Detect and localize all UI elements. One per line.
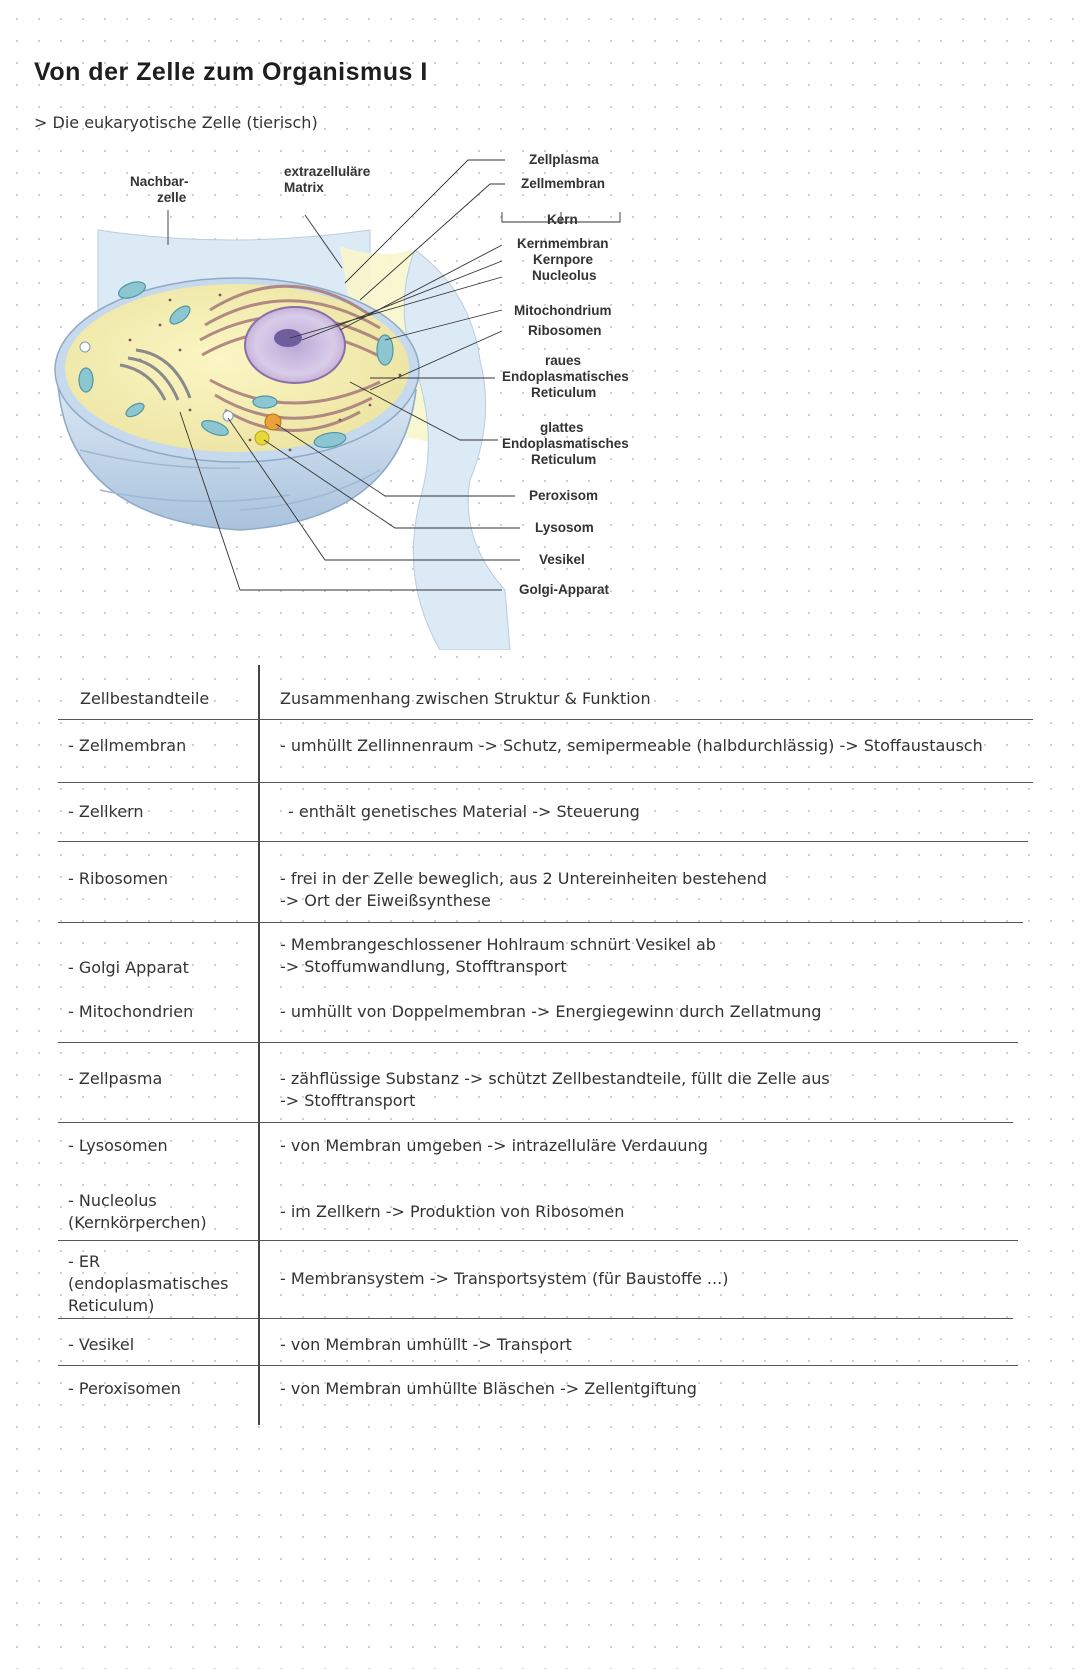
table-row-desc: - zähflüssige Substanz -> schützt Zellbestandteile, füllt die Zelle aus — [280, 1069, 830, 1088]
table-row-desc: - umhüllt Zellinnenraum -> Schutz, semipermeable (halbdurchlässig) -> Stoffaustausch — [280, 736, 983, 755]
table-row-name: - Zellmembran — [68, 736, 187, 755]
table-row-name: - Zellpasma — [68, 1069, 163, 1088]
label-raues-2: Endoplasmatisches — [502, 369, 629, 384]
label-kernmembran: Kernmembran — [517, 236, 609, 251]
table-row-name: - Nucleolus — [68, 1191, 157, 1210]
table-row-desc: - umhüllt von Doppelmembran -> Energiegewinn durch Zellatmung — [280, 1002, 822, 1021]
label-matrix-1: extrazelluläre — [284, 164, 371, 179]
label-kern: Kern — [547, 212, 578, 227]
table-row-desc: - enthält genetisches Material -> Steuerung — [288, 802, 640, 821]
label-glattes-1: glattes — [540, 420, 584, 435]
table-row-name: - Peroxisomen — [68, 1379, 181, 1398]
table-row-desc: - Membrangeschlossener Hohlraum schnürt Vesikel ab — [280, 935, 716, 954]
table-row-name: Reticulum) — [68, 1296, 155, 1315]
table-divider — [58, 1318, 1013, 1319]
label-matrix-2: Matrix — [284, 180, 324, 195]
table-divider — [58, 782, 1033, 783]
table-row-desc: - von Membran umhüllt -> Transport — [280, 1335, 572, 1354]
table-divider — [58, 1240, 1018, 1241]
table-row-name: - Mitochondrien — [68, 1002, 194, 1021]
table-row-name: - Zellkern — [68, 802, 144, 821]
label-golgi: Golgi-Apparat — [519, 582, 609, 597]
table-row-desc: - im Zellkern -> Produktion von Ribosomen — [280, 1202, 625, 1221]
label-zellmembran: Zellmembran — [521, 176, 606, 191]
table-row-desc: - von Membran umhüllte Bläschen -> Zellentgiftung — [280, 1379, 697, 1398]
table-row-desc: -> Stofftransport — [280, 1091, 416, 1110]
table-row-name: - Lysosomen — [68, 1136, 168, 1155]
label-nachbarzelle-1: Nachbar- — [130, 174, 189, 189]
page-subtitle: > Die eukaryotische Zelle (tierisch) — [34, 113, 318, 132]
table-row-name: - Golgi Apparat — [68, 958, 189, 977]
table-row-desc: - Membransystem -> Transportsystem (für Baustoffe ...) — [280, 1269, 729, 1288]
table-row-name: (Kernkörperchen) — [68, 1213, 207, 1232]
table-row-desc: -> Ort der Eiweißsynthese — [280, 891, 491, 910]
label-vesikel: Vesikel — [539, 552, 585, 567]
label-ribosomen: Ribosomen — [528, 323, 602, 338]
table-divider — [58, 1122, 1013, 1123]
table-row-name: - ER — [68, 1252, 101, 1271]
label-raues-1: raues — [545, 353, 582, 368]
label-peroxisom: Peroxisom — [529, 488, 599, 503]
table-row-desc: - von Membran umgeben -> intrazelluläre Verdauung — [280, 1136, 708, 1155]
table-header-col2: Zusammenhang zwischen Struktur & Funktion — [280, 689, 651, 708]
table-row-name: - Ribosomen — [68, 869, 169, 888]
label-zellplasma: Zellplasma — [529, 152, 599, 167]
table-row-name: - Vesikel — [68, 1335, 135, 1354]
label-raues-3: Reticulum — [531, 385, 597, 400]
label-lysosom: Lysosom — [535, 520, 594, 535]
table-divider — [58, 922, 1023, 923]
table-header-col1: Zellbestandteile — [80, 689, 210, 708]
table-row-desc: -> Stoffumwandlung, Stofftransport — [280, 957, 567, 976]
label-kernpore: Kernpore — [533, 252, 594, 267]
page-title: Von der Zelle zum Organismus I — [34, 58, 428, 86]
label-nucleolus: Nucleolus — [532, 268, 597, 283]
table-row-name: (endoplasmatisches — [68, 1274, 229, 1293]
table-divider — [58, 841, 1028, 842]
label-glattes-2: Endoplasmatisches — [502, 436, 629, 451]
table-column-divider — [258, 665, 260, 1425]
table-divider — [58, 1365, 1018, 1366]
label-mitochondrium: Mitochondrium — [514, 303, 612, 318]
table-divider — [58, 1042, 1018, 1043]
table-divider — [58, 719, 1033, 720]
label-glattes-3: Reticulum — [531, 452, 597, 467]
label-nachbarzelle-2: zelle — [157, 190, 187, 205]
table-row-desc: - frei in der Zelle beweglich, aus 2 Untereinheiten bestehend — [280, 869, 767, 888]
